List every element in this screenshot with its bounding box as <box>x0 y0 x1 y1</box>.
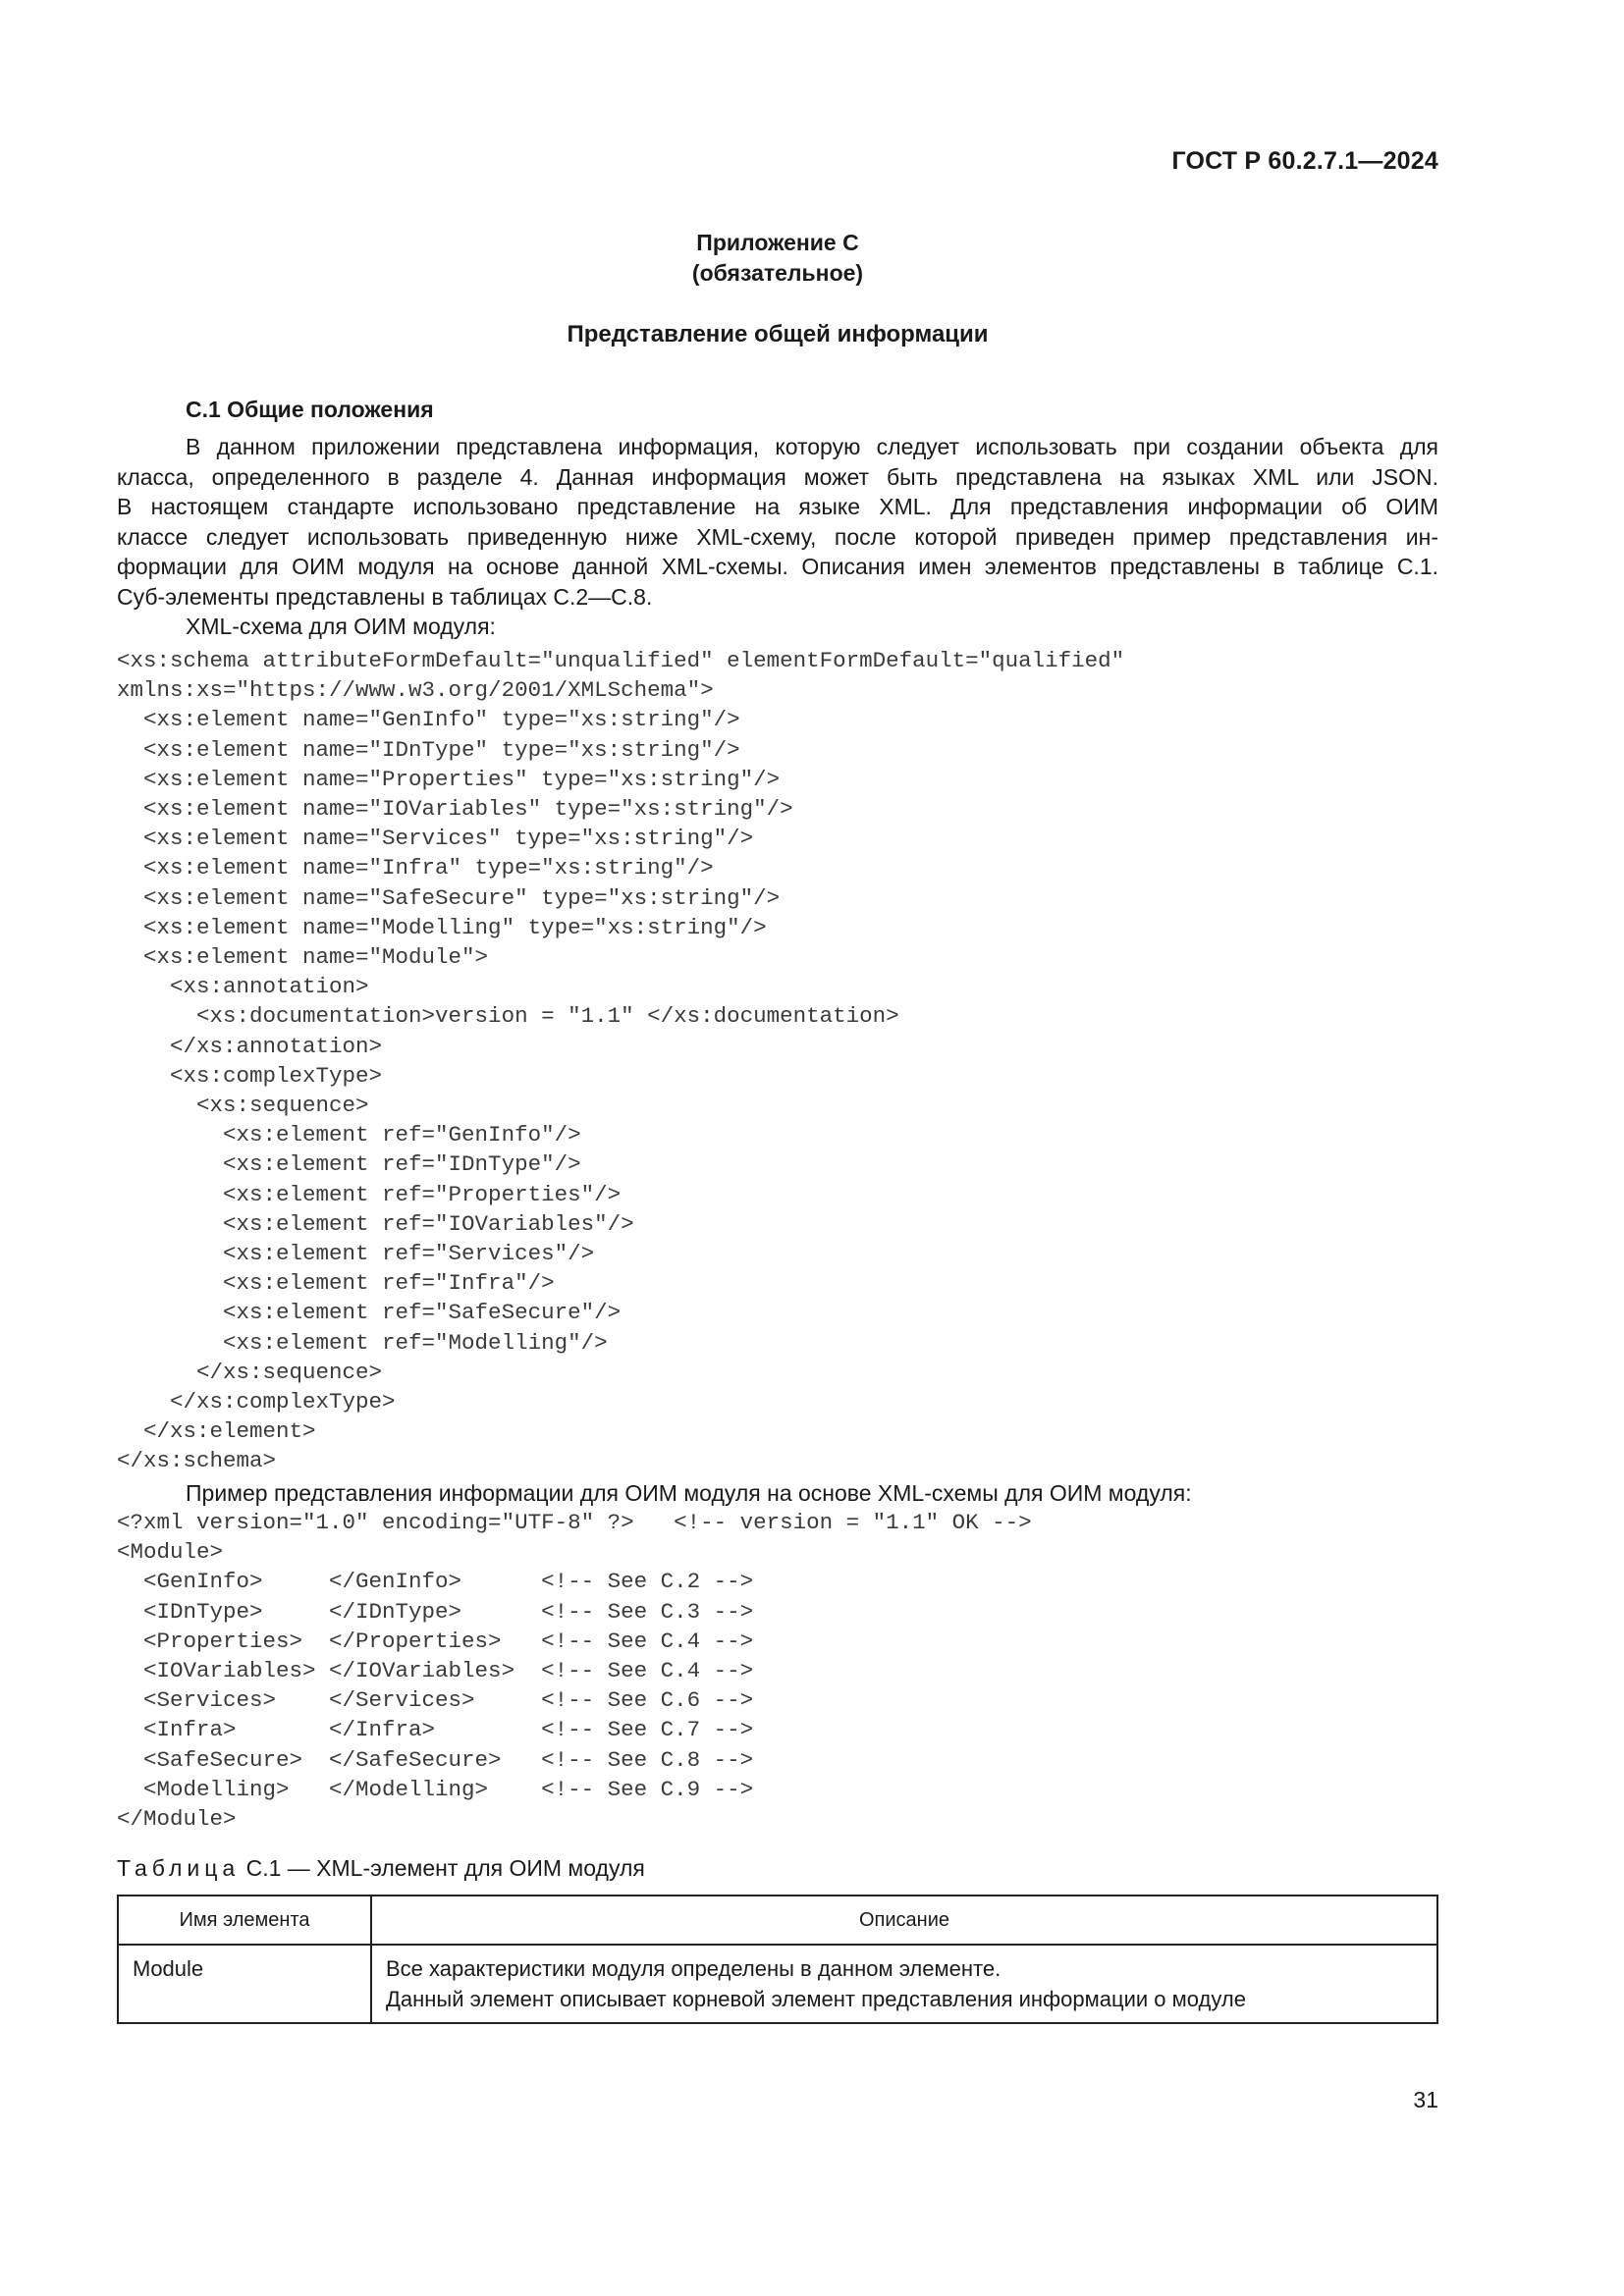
schema-code-line: <xs:element name="SafeSecure" type="xs:string"/> <box>117 884 781 911</box>
schema-code-line: <xs:element ref="SafeSecure"/> <box>117 1300 622 1326</box>
schema-code-line: <xs:element ref="Properties"/> <box>117 1181 622 1207</box>
schema-code-line: <xs:annotation> <box>117 974 369 1000</box>
intro-line: В данном приложении представлена информация, которую следует использовать при создании объекта для <box>186 434 1438 459</box>
example-code-line: <SafeSecure> </SafeSecure> <!-- See C.8 --> <box>117 1746 754 1773</box>
schema-code-line: <xs:element ref="IDnType"/> <box>117 1151 581 1178</box>
standard-code: ГОСТ Р 60.2.7.1—2024 <box>1171 147 1438 175</box>
annex-heading <box>117 228 1438 289</box>
schema-code-line: <xs:schema attributeFormDefault="unqualified" elementFormDefault="qualified" <box>117 648 1125 673</box>
table-header-row <box>118 1896 1437 1945</box>
example-code-line: </Module> <box>117 1806 237 1833</box>
header-element-name: Имя элемента <box>118 1896 371 1945</box>
description-line: Все характеристики модуля определены в данном элементе. <box>386 1956 1001 1981</box>
example-code-line: <IDnType> </IDnType> <!-- See C.3 --> <box>117 1598 754 1625</box>
example-label: Пример представления информации для ОИМ модуля на основе XML-схемы для ОИМ модуля: <box>186 1480 1192 1506</box>
schema-label: XML-схема для ОИМ модуля: <box>186 614 496 639</box>
example-code-line: <Modelling> </Modelling> <!-- See C.9 --> <box>117 1776 754 1802</box>
schema-code-line: <xs:element name="Properties" type="xs:string"/> <box>117 766 781 792</box>
intro-line: классе следует использовать приведенную ниже XML-схему, после которой приведен пример представления ин- <box>117 523 1438 550</box>
intro-line: В настоящем стандарте использовано представление на языке XML. Для представления информации об ОИМ <box>117 494 1438 519</box>
intro-line: Суб-элементы представлены в таблицах С.2—С.8. <box>117 583 653 610</box>
schema-code-line: <xs:sequence> <box>117 1093 369 1119</box>
schema-code-line: <xs:element name="IOVariables" type="xs:string"/> <box>117 796 793 823</box>
example-paragraph <box>117 1478 1438 1509</box>
schema-code-line: <xs:element name="Modelling" type="xs:string"/> <box>117 914 767 940</box>
schema-code-line: </xs:annotation> <box>117 1033 383 1059</box>
section-heading: С.1 Общие положения <box>186 397 434 422</box>
schema-code-line: <xs:element name="Infra" type="xs:string"/> <box>117 855 714 881</box>
page-title: Представление общей информации <box>567 321 989 347</box>
page-number: 31 <box>1413 2087 1438 2112</box>
example-code-line: <Properties> </Properties> <!-- See C.4 --> <box>117 1628 754 1654</box>
schema-code-line: <xs:element ref="Services"/> <box>117 1241 595 1267</box>
example-code-line: <Services> </Services> <!-- See C.6 --> <box>117 1687 754 1714</box>
schema-code-line: </xs:sequence> <box>117 1359 383 1385</box>
intro-line: класса, определенного в разделе 4. Данная информация может быть представлена на языках XML или JSON. <box>117 463 1438 490</box>
annex-status: (обязательное) <box>691 260 864 286</box>
schema-code-line: <xs:element ref="IOVariables"/> <box>117 1210 634 1237</box>
xml-example-code <box>117 1508 1032 1834</box>
schema-code-line: <xs:element name="GenInfo" type="xs:string"/> <box>117 707 740 733</box>
table-row <box>118 1945 1437 2023</box>
table-caption <box>117 1855 645 1882</box>
table-caption-prefix: Таблица <box>117 1855 241 1881</box>
example-code-line: <GenInfo> </GenInfo> <!-- See C.2 --> <box>117 1569 754 1595</box>
header-description: Описание <box>371 1896 1437 1945</box>
schema-code-line: <xs:element ref="GenInfo"/> <box>117 1122 581 1148</box>
example-code-line: <Module> <box>117 1539 224 1566</box>
schema-code-line: </xs:element> <box>117 1418 316 1445</box>
description-line: Данный элемент описывает корневой элемент представления информации о модуле <box>386 1987 1246 2011</box>
element-table <box>117 1895 1438 2024</box>
cell-description <box>371 1945 1437 2023</box>
schema-code-line: <xs:element ref="Infra"/> <box>117 1270 555 1297</box>
xml-schema-code <box>117 646 1124 1476</box>
table-caption-text: С.1 — XML-элемент для ОИМ модуля <box>240 1855 645 1881</box>
schema-code-line: <xs:element name="Module"> <box>117 944 489 971</box>
schema-code-line: xmlns:xs="https://www.w3.org/2001/XMLSchema"> <box>117 677 714 704</box>
schema-code-line: <xs:documentation>version = "1.1" </xs:documentation> <box>117 1003 899 1030</box>
schema-code-line: <xs:element name="Services" type="xs:string"/> <box>117 826 754 852</box>
schema-code-line: <xs:complexType> <box>117 1062 383 1089</box>
intro-paragraph <box>117 432 1438 642</box>
schema-code-line: </xs:schema> <box>117 1448 277 1474</box>
cell-element-name: Module <box>118 1945 371 2023</box>
schema-code-line: <xs:element name="IDnType" type="xs:string"/> <box>117 736 740 763</box>
example-code-line: <IOVariables> </IOVariables> <!-- See C.4 --> <box>117 1658 754 1684</box>
annex-title: Приложение С <box>696 230 859 255</box>
intro-line: формации для ОИМ модуля на основе данной XML-схемы. Описания имен элементов представлены в таблице С.1. <box>117 554 1438 579</box>
schema-code-line: </xs:complexType> <box>117 1389 396 1415</box>
example-code-line: <Infra> </Infra> <!-- See C.7 --> <box>117 1717 754 1743</box>
document-page <box>117 0 1438 2296</box>
example-code-line: <?xml version="1.0" encoding="UTF-8" ?> <!-- version = "1.1" OK --> <box>117 1510 1032 1535</box>
schema-code-line: <xs:element ref="Modelling"/> <box>117 1329 608 1356</box>
